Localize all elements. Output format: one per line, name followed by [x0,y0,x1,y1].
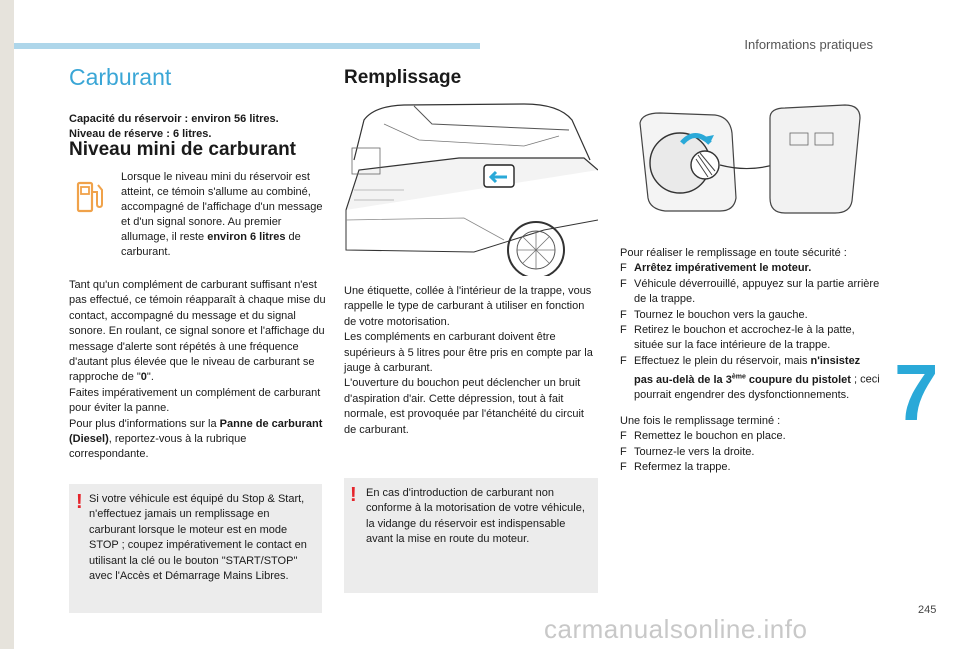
page-title: Carburant [69,64,172,90]
section-title: Informations pratiques [744,37,873,52]
after-step-2: F Tournez-le vers la droite. [620,445,755,458]
step-5: F Effectuez le plein du réservoir, mais n'insistez pas au-delà de la 3ème coupure du pistolet ; ceci pourrait engendrer des dysfonctionnements. [620,354,880,402]
page-edge-strip [0,0,14,649]
remplissage-heading: Remplissage [344,67,462,88]
tank-capacity: Capacité du réservoir : environ 56 litres. [69,113,279,125]
refuelling-instructions: Pour réaliser le remplissage en toute sécurité : F Arrêtez impérativement le moteur. F Véhicule déverrouillé, appuyez sur la partie arrière de la trappe. F Tournez le bouchon vers la gauche. F Retirez le bouchon et accrochez-le à la patte, située sur la face intérieure de la trappe. F Effectuez le plein du réservoir, mais n'insistez pas au-delà de la 3ème coupure du pistolet ; ceci pourrait engendrer des dysfonctionnements. Une fois le remplissage terminé : F Remettez le bouchon en place. F Tournez-le vers la droite. F Refermez la trappe. [620,246,882,475]
after-step-1: F Remettez le bouchon en place. [620,430,786,443]
niveau-heading: Niveau mini de carburant [69,139,297,160]
remplissage-description: Une étiquette, collée à l'intérieur de la trappe, vous rappelle le type de carburant à utiliser en fonction de votre motorisation. Les compléments en carburant doivent être supérieurs à 5 litres pour être pris en compte par la jauge à carburant. L'ouverture du bouchon peut déclencher un bruit d'aspiration d'air. Cette dépression, tout à fait normale, est provoquée par l'étanchéité du circuit de carburant. [344,285,593,436]
niveau-body: Tant qu'un complément de carburant suffisant n'est pas effectué, ce témoin réapparaît à chaque mise du contact, accompagné du message et du signal sonore. En roulant, ce signal sonore et l'affichage du message d'alerte sont répétés à une fréquence d'autant plus élevée que le niveau de carburant se rapproche de "0". Faites impérativement un complément de carburant pour éviter la panne. Pour plus d'informations sur la Panne de carburant (Diesel), reportez-vous à la rubrique correspondante. [69,279,326,461]
page-number: 245 [918,604,937,616]
fuel-pump-icon [76,180,104,214]
warning-exclamation-icon: ! [350,484,357,506]
fuel-cap-illustration [620,103,870,218]
fuel-type-warning-text: En cas d'introduction de carburant non conforme à la motorisation de votre véhicule, la vidange du réservoir est indispensable avant la mise en route du moteur. [366,487,585,546]
warning-exclamation-icon: ! [76,491,83,513]
car-fuel-flap-illustration [344,100,598,276]
step-4: F Retirez le bouchon et accrochez-le à la patte, située sur la face intérieure de la trappe. [620,324,855,352]
step-3: F Tournez le bouchon vers la gauche. [620,308,808,321]
chapter-number: 7 [894,348,939,437]
stop-start-warning-text: Si votre véhicule est équipé du Stop & Start, n'effectuez jamais un remplissage en carburant lorsque le moteur est en mode STOP ; coupez impérativement le contact en utilisant la clé ou le bouton "START/STOP" avec l'Accès et Démarrage Mains Libres. [89,493,307,583]
step-2: F Véhicule déverrouillé, appuyez sur la partie arrière de la trappe. [620,277,880,306]
step-1: F Arrêtez impérativement le moteur. [620,262,812,275]
header-bar [14,43,480,49]
tank-capacity-info [69,112,319,142]
after-step-3: F Refermez la trappe. [620,460,731,473]
reserve-level: Niveau de réserve : 6 litres. [69,128,212,140]
watermark: carmanualsonline.info [544,614,808,644]
niveau-description: Lorsque le niveau mini du réservoir est atteint, ce témoin s'allume au combiné, accompagné de l'affichage d'un message et d'un signal sonore. Au premier allumage, il reste environ 6 litres de carburant. [121,171,323,258]
